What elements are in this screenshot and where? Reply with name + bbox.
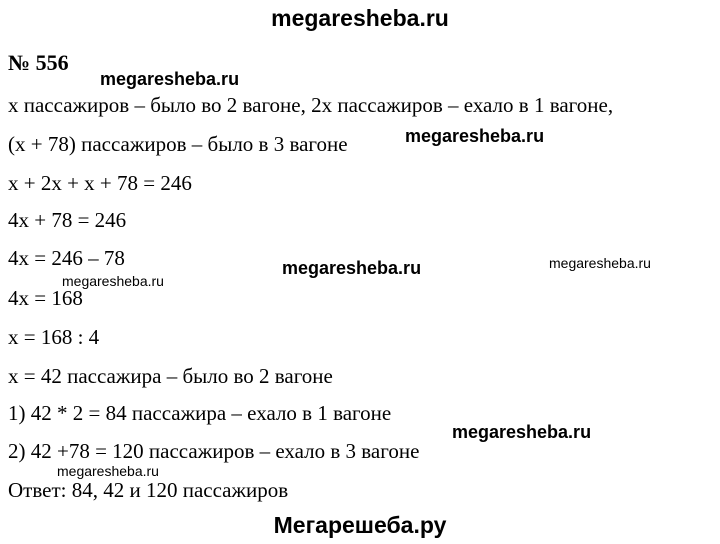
solution-line: х + 2х + х + 78 = 246: [8, 171, 192, 195]
solution-line: 4х = 246 – 78: [8, 246, 125, 270]
watermark: megaresheba.ru: [62, 273, 164, 289]
solution-line: 2) 42 +78 = 120 пассажиров – ехало в 3 вагоне: [8, 439, 420, 463]
watermark: megaresheba.ru: [405, 126, 545, 146]
watermark: megaresheba.ru: [57, 463, 159, 479]
solution-line: х пассажиров – было во 2 вагоне, 2х пассажиров – ехало в 1 вагоне,: [8, 93, 614, 117]
solution-line: 4х = 168: [8, 286, 83, 310]
solution-line: 1) 42 * 2 = 84 пассажира – ехало в 1 вагоне: [8, 401, 392, 425]
site-header: megaresheba.ru: [271, 5, 449, 31]
site-footer: Мегарешеба.ру: [273, 512, 447, 538]
solution-line: х = 168 : 4: [8, 325, 100, 349]
watermark: megaresheba.ru: [282, 258, 422, 278]
solution-line: х = 42 пассажира – было во 2 вагоне: [8, 364, 333, 388]
watermark: megaresheba.ru: [549, 255, 651, 271]
problem-number: № 556: [8, 50, 69, 75]
watermark: megaresheba.ru: [100, 69, 240, 89]
solution-line: (х + 78) пассажиров – было в 3 вагоне: [8, 132, 348, 156]
solution-line: 4х + 78 = 246: [8, 208, 127, 232]
watermark: megaresheba.ru: [452, 422, 592, 442]
solution-line: Ответ: 84, 42 и 120 пассажиров: [8, 478, 289, 502]
